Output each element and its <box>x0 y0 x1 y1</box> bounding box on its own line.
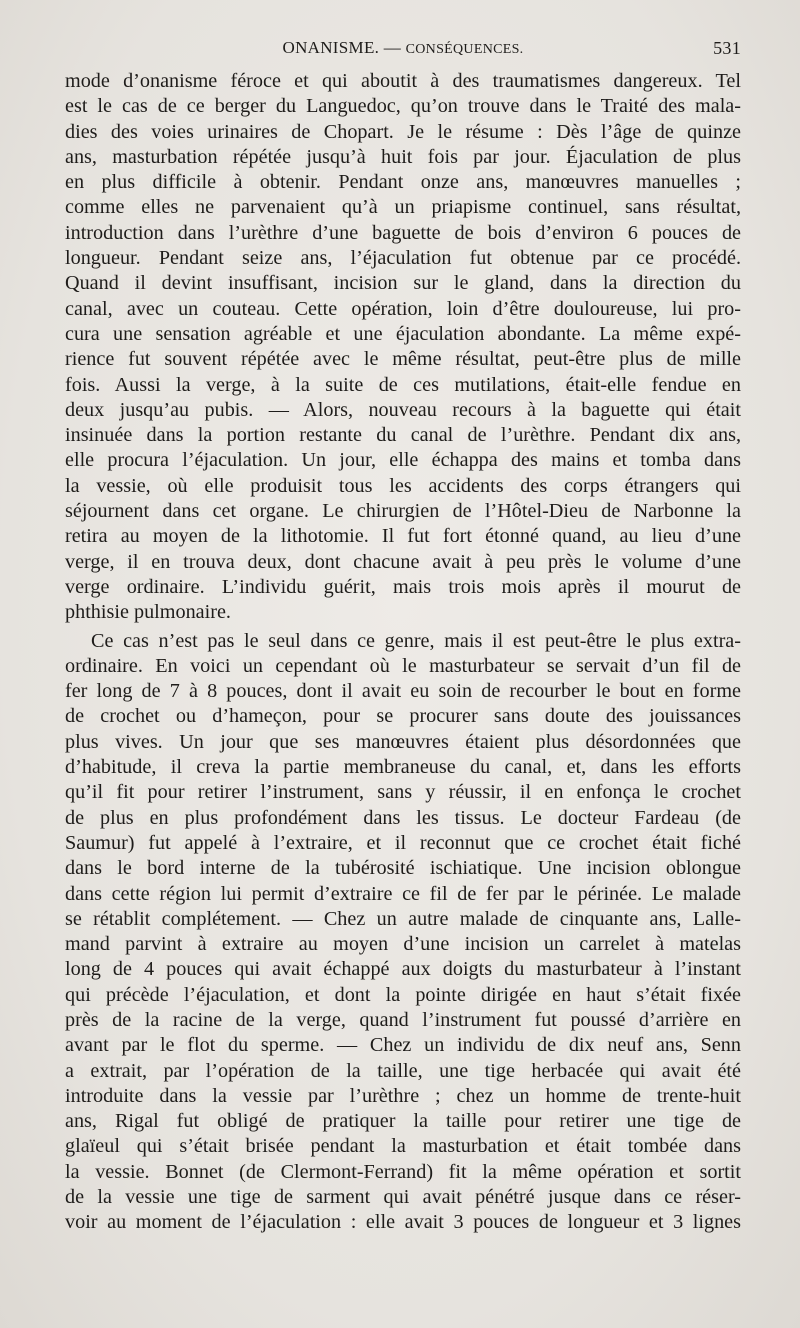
text-line: voir au moment de l’éjaculation : elle avait 3 pouces de longueur et 3 lignes <box>65 1211 741 1234</box>
text-line: se rétablit complétement. — Chez un autre malade de cinquante ans, Lalle- <box>65 907 741 930</box>
text-line: rience fut souvent répétée avec le même résultat, peut-être plus de mille <box>65 348 741 371</box>
text-line: Quand il devint insuffisant, incision sur le gland, dans la direction du <box>65 272 741 295</box>
text-line: plus vives. Un jour que ses manœuvres étaient plus désordonnées que <box>65 730 741 753</box>
text-line: mand parvint à extraire au moyen d’une incision un carrelet à matelas <box>65 933 741 956</box>
running-title-subtitle: CONSÉQUENCES. <box>405 42 524 57</box>
text-line: dans le bord interne de la tubérosité ischiatique. Une incision oblongue <box>65 857 741 880</box>
text-line: canal, avec un couteau. Cette opération, loin d’être douloureuse, lui pro- <box>65 297 741 320</box>
text-line: ans, masturbation répétée jusqu’à huit fois par jour. Éjaculation de plus <box>65 145 741 168</box>
running-title-dash: — <box>383 38 402 57</box>
text-line: comme elles ne parvenaient qu’à un priapisme continuel, sans résultat, <box>65 196 741 219</box>
text-line: qui précède l’éjaculation, et dont la pointe dirigée en haut s’était fixée <box>65 983 741 1006</box>
text-line: mode d’onanisme féroce et qui aboutit à des traumatismes dangereux. Tel <box>65 70 741 92</box>
text-line: retira au moyen de la lithotomie. Il fut fort étonné quand, au lieu d’une <box>65 525 741 548</box>
text-line: séjournent dans cet organe. Le chirurgien de l’Hôtel-Dieu de Narbonne la <box>65 500 741 523</box>
text-line: fer long de 7 à 8 pouces, dont il avait eu soin de recourber le bout en forme <box>65 680 741 703</box>
paragraph <box>65 69 741 626</box>
text-line: dans cette région lui permit d’extraire ce fil de fer par le périnée. Le malade <box>65 882 741 905</box>
text-line: fois. Aussi la verge, à la suite de ces mutilations, était-elle fendue en <box>65 373 741 396</box>
page-header <box>65 38 741 64</box>
text-line: la vessie. Bonnet (de Clermont-Ferrand) fit la même opération et sortit <box>65 1160 741 1183</box>
text-line: la vessie, où elle produisit tous les accidents des corps étrangers qui <box>65 474 741 497</box>
text-line: ans, Rigal fut obligé de pratiquer la taille pour retirer une tige de <box>65 1110 741 1133</box>
paragraph <box>65 629 741 1236</box>
text-line: insinuée dans la portion restante du canal de l’urèthre. Pendant dix ans, <box>65 424 741 447</box>
page-number: 531 <box>713 38 741 58</box>
text-line: de plus en plus profondément dans les tissus. Le docteur Fardeau (de <box>65 806 741 829</box>
text-line: verge, il en trouva deux, dont chacune avait à peu près le volume d’une <box>65 550 741 573</box>
text-line: deux jusqu’au pubis. — Alors, nouveau recours à la baguette qui était <box>65 398 741 421</box>
text-line: avant par le flot du sperme. — Chez un individu de dix neuf ans, Senn <box>65 1034 741 1057</box>
text-line: Ce cas n’est pas le seul dans ce genre, mais il est peut-être le plus extra- <box>91 629 741 652</box>
text-line: est le cas de ce berger du Languedoc, qu’on trouve dans le Traité des mala- <box>65 95 741 118</box>
text-line: glaïeul qui s’était brisée pendant la masturbation et était tombée dans <box>65 1135 741 1158</box>
text-line: a extrait, par l’opération de la taille, une tige herbacée qui avait été <box>65 1059 741 1082</box>
text-line: de la vessie une tige de sarment qui avait pénétré jusque dans ce réser- <box>65 1186 741 1209</box>
text-line: de crochet ou d’hameçon, pour se procurer sans doute des jouissances <box>65 705 741 728</box>
running-title-main: ONANISME. <box>282 38 380 57</box>
running-title <box>65 38 741 58</box>
text-line: qu’il fit pour retirer l’instrument, sans y réussir, il en enfonça le crochet <box>65 781 741 804</box>
body-text <box>65 69 741 1236</box>
text-line: elle procura l’éjaculation. Un jour, elle échappa des mains et tomba dans <box>65 449 741 472</box>
text-line: verge ordinaire. L’individu guérit, mais trois mois après il mourut de <box>65 575 741 598</box>
text-line: ordinaire. En voici un cependant où le masturbateur se servait d’un fil de <box>65 654 741 677</box>
text-line: longueur. Pendant seize ans, l’éjaculation fut obtenue par ce procédé. <box>65 247 741 270</box>
text-line: phthisie pulmonaire. <box>65 601 231 624</box>
text-line: en plus difficile à obtenir. Pendant onze ans, manœuvres manuelles ; <box>65 171 741 194</box>
text-line: introduction dans l’urèthre d’une baguette de bois d’environ 6 pouces de <box>65 221 741 244</box>
text-line: Saumur) fut appelé à l’extraire, et il reconnut que ce crochet était fiché <box>65 831 741 854</box>
text-line: dies des voies urinaires de Chopart. Je le résume : Dès l’âge de quinze <box>65 120 741 143</box>
text-line: introduite dans la vessie par l’urèthre ; chez un homme de trente-huit <box>65 1084 741 1107</box>
text-line: long de 4 pouces qui avait échappé aux doigts du masturbateur à l’instant <box>65 958 741 981</box>
text-line: près de la racine de la verge, quand l’instrument fut poussé d’arrière en <box>65 1008 741 1031</box>
text-line: d’habitude, il creva la partie membraneuse du canal, et, dans les efforts <box>65 756 741 779</box>
text-line: cura une sensation agréable et une éjaculation abondante. La même expé- <box>65 322 741 345</box>
